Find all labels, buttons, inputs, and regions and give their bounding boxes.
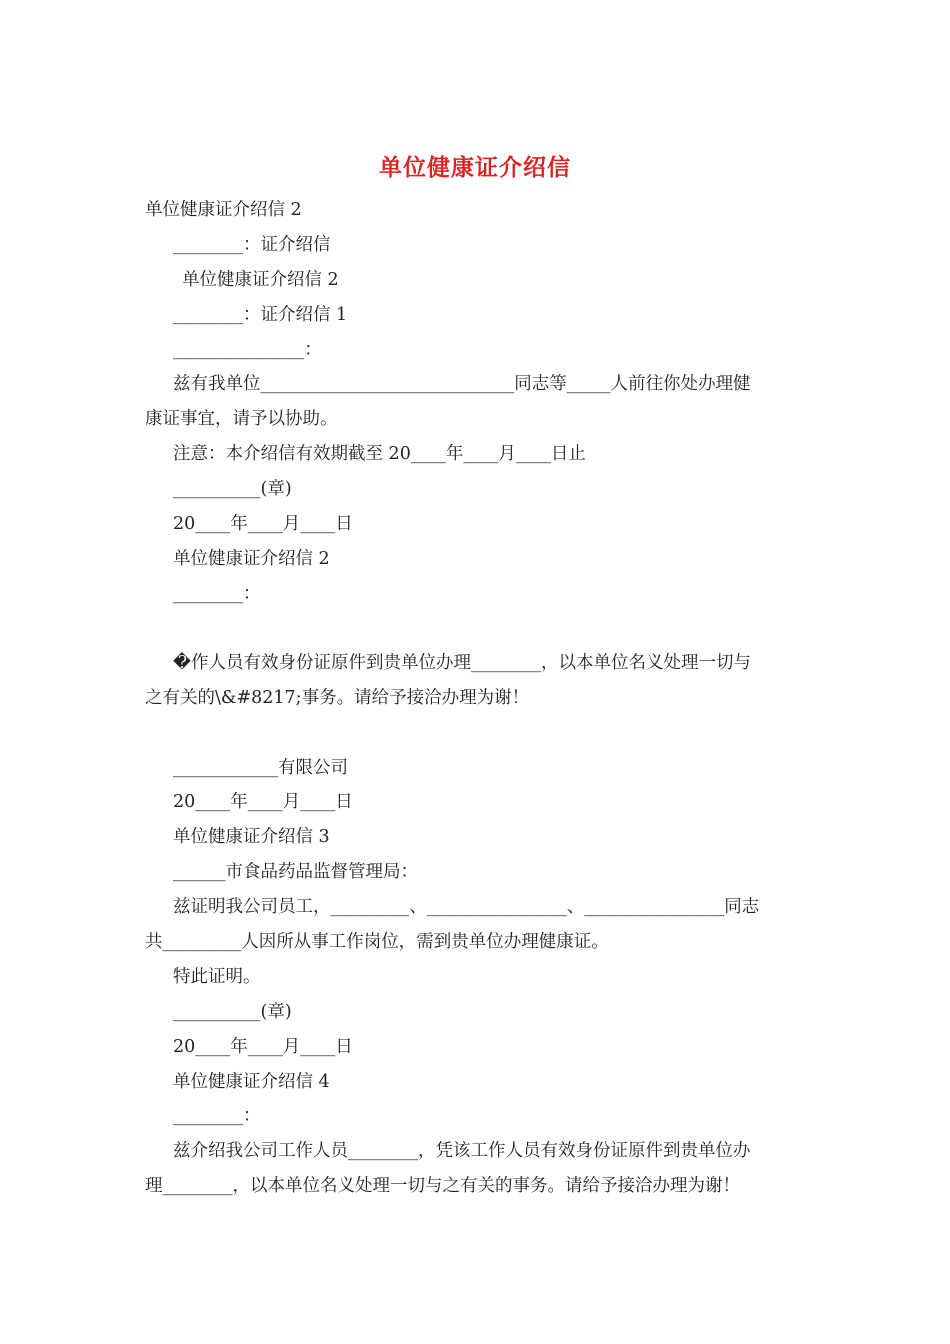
heading-line: 单位健康证介绍信 2 [182,270,339,290]
paragraph-line: 兹证明我公司员工，_________、________________、________________同志 [173,897,760,917]
paragraph-line: �作人员有效身份证原件到贵单位办理________，以本单位名义处理一切与 [173,653,751,673]
company-line: ____________有限公司 [173,758,348,778]
paragraph-line: 特此证明。 [173,967,261,987]
text-line: ________：证介绍信 [173,235,331,255]
seal-line: __________(章) [173,479,292,499]
date-line: 20____年____月____日 [173,514,353,534]
salutation-line: ______市食品药品监督管理局： [173,862,418,882]
heading-line: 单位健康证介绍信 2 [145,200,302,220]
heading-line: 单位健康证介绍信 4 [173,1072,330,1092]
heading-line: 单位健康证介绍信 2 [173,549,330,569]
text-line: ________：证介绍信 1 [173,305,348,325]
paragraph-line: 共_________人因所从事工作岗位，需到贵单位办理健康证。 [145,932,609,952]
salutation-line: ________： [173,584,261,604]
salutation-line: ________： [173,1106,261,1126]
date-line: 20____年____月____日 [173,792,353,812]
paragraph-line: 之有关的\&#8217;事务。请给予接洽办理为谢！ [145,688,530,708]
date-line: 20____年____月____日 [173,1037,353,1057]
paragraph-line: 理________，以本单位名义处理一切与之有关的事务。请给予接洽办理为谢！ [145,1176,740,1196]
seal-line: __________(章) [173,1002,292,1022]
salutation-line: _______________： [173,340,322,360]
paragraph-line: 兹介绍我公司工作人员________，凭该工作人员有效身份证原件到贵单位办 [173,1141,751,1161]
paragraph-line: 注意：本介绍信有效期截至 20____年____月____日止 [173,444,586,464]
document-title: 单位健康证介绍信 [379,154,571,181]
paragraph-line: 康证事宜，请予以协助。 [145,409,338,429]
heading-line: 单位健康证介绍信 3 [173,827,330,847]
paragraph-line: 兹有我单位_____________________________同志等_____人前往你处办理健 [173,374,751,394]
